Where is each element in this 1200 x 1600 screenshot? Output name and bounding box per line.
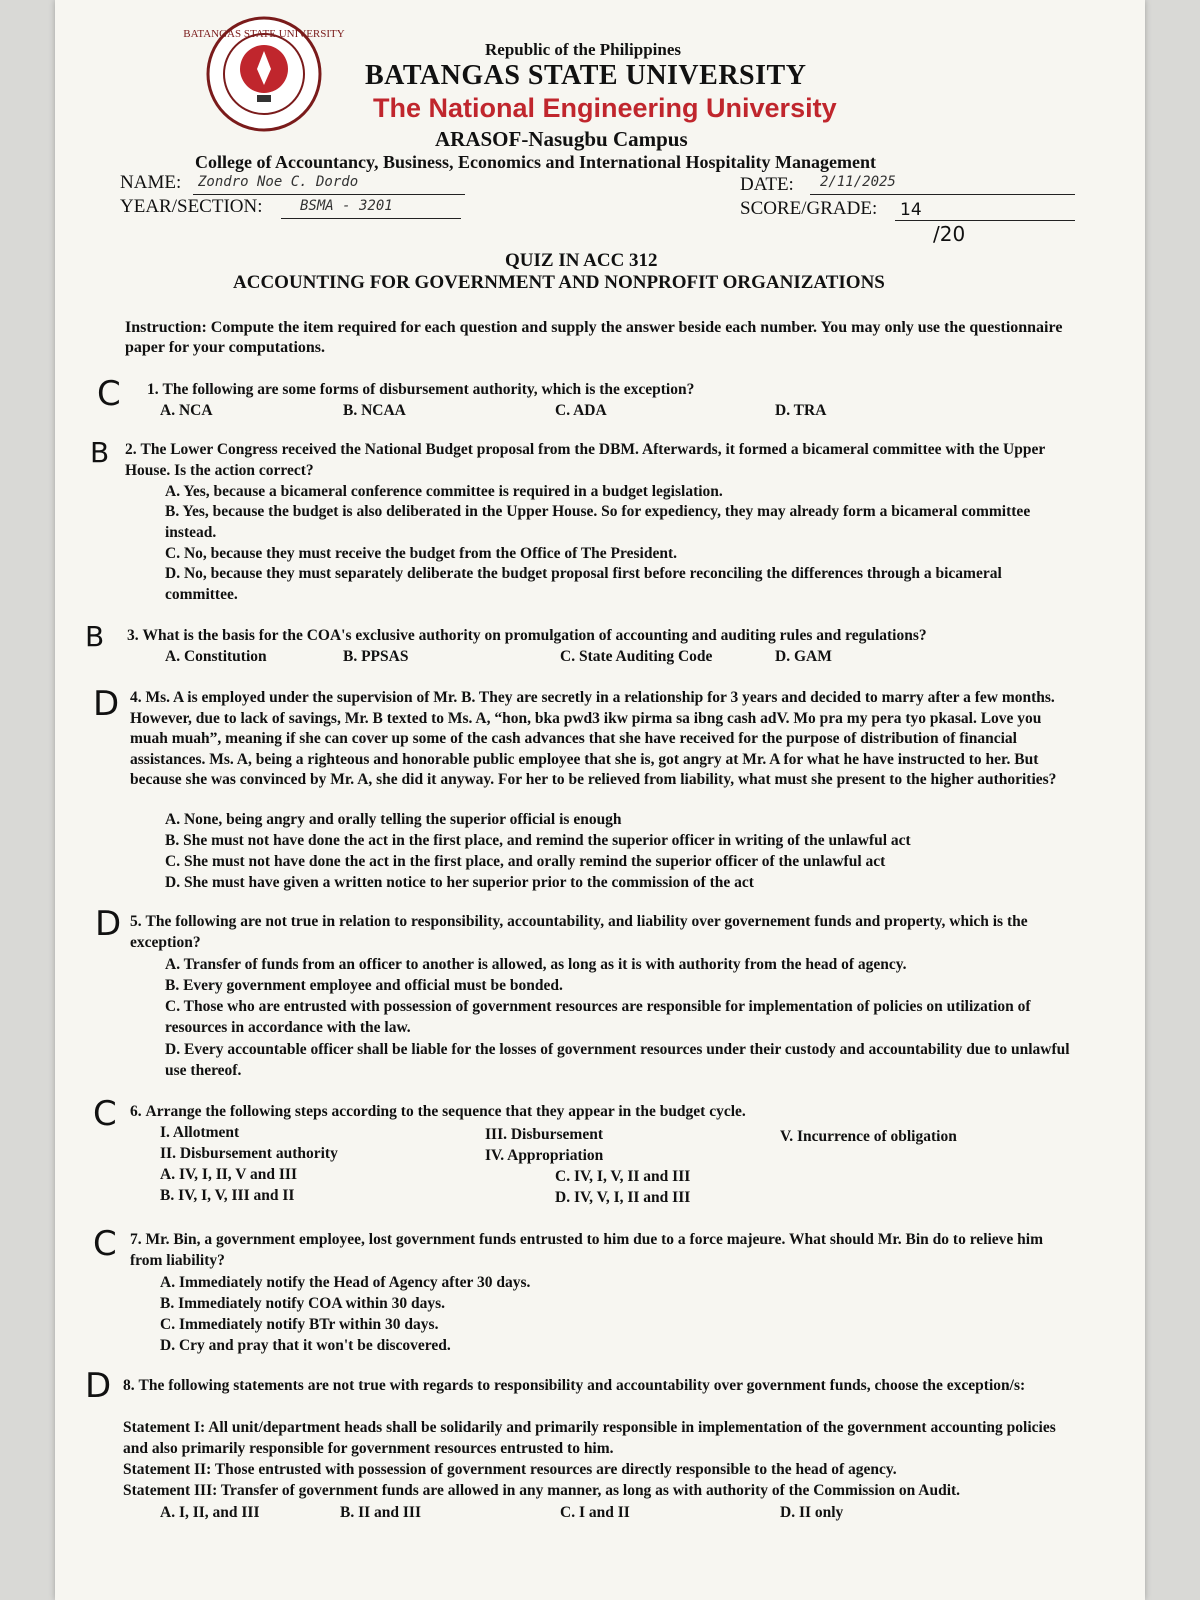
question-number: 7. <box>130 1231 142 1248</box>
question-7 <box>130 1230 1075 1271</box>
section-label: YEAR/SECTION: <box>120 196 263 217</box>
q4-option-a: A. None, being angry and orally telling the superior official is enough <box>165 811 622 828</box>
q8-statement-1: Statement I: All unit/department heads shall be solidarily and primarily responsible in implementation of the government accounting policies and also primarily responsible for government resources entrusted to him. <box>123 1419 1056 1457</box>
college-name: College of Accountancy, Business, Economics and International Hospitality Management <box>195 152 877 172</box>
campus-name: ARASOF-Nasugbu Campus <box>435 127 688 151</box>
question-number: 2. <box>125 441 137 458</box>
q6-step-4: IV. Appropriation <box>485 1147 604 1164</box>
university-tagline: The National Engineering University <box>373 93 837 123</box>
university-name: BATANGAS STATE UNIVERSITY <box>365 60 807 91</box>
q8-option-d: D. II only <box>780 1504 844 1521</box>
q8-statement-2: Statement II: Those entrusted with possession of government resources are directly responsible to the head of agency. <box>123 1461 897 1478</box>
answer-mark-1: C <box>97 374 121 414</box>
q2-option-d: D. No, because they must separately deliberate the budget proposal first before reconciling the differences through a bicameral committee. <box>165 565 1002 603</box>
q2-option-c: C. No, because they must receive the budget from the Office of The President. <box>165 545 677 562</box>
answer-mark-2: B <box>90 436 110 469</box>
question-number: 3. <box>127 627 139 644</box>
q2-option-b: B. Yes, because the budget is also deliberated in the Upper House. So for expediency, they may already form a bicameral committee instead. <box>165 503 1031 541</box>
question-1 <box>147 380 1067 401</box>
answer-mark-5: D <box>95 904 122 944</box>
question-number: 1. <box>147 381 159 398</box>
q1-option-d: D. TRA <box>775 402 827 419</box>
q3-option-d: D. GAM <box>775 648 832 665</box>
question-6 <box>130 1102 1075 1123</box>
quiz-title: QUIZ IN ACC 312 <box>505 250 658 271</box>
q1-option-a: A. NCA <box>160 402 213 419</box>
q6-option-c: C. IV, I, V, II and III <box>555 1168 691 1185</box>
svg-text:BATANGAS STATE UNIVERSITY: BATANGAS STATE UNIVERSITY <box>183 28 345 40</box>
q5-option-b: B. Every government employee and official must be bonded. <box>165 977 563 994</box>
q6-step-1: I. Allotment <box>160 1124 240 1141</box>
date-value: 2/11/2025 <box>820 174 896 190</box>
q8-option-a: A. I, II, and III <box>160 1504 260 1521</box>
q6-step-2: II. Disbursement authority <box>160 1145 338 1162</box>
name-value: Zondro Noe C. Dordo <box>198 174 359 190</box>
q1-option-b: B. NCAA <box>343 402 406 419</box>
answer-mark-7: C <box>93 1224 117 1264</box>
question-text: The following are some forms of disbursement authority, which is the exception? <box>162 381 695 398</box>
q7-option-a: A. Immediately notify the Head of Agency after 30 days. <box>160 1274 531 1291</box>
question-5 <box>130 912 1075 953</box>
q3-option-c: C. State Auditing Code <box>560 648 713 665</box>
q6-step-3: III. Disbursement <box>485 1126 603 1143</box>
question-text: Arrange the following steps according to the sequence that they appear in the budget cycle. <box>145 1103 746 1120</box>
question-4 <box>130 688 1075 791</box>
instruction-text: Instruction: Compute the item required for each question and supply the answer beside each number. You may only use the questionnaire paper for your computations. <box>125 319 1063 356</box>
university-seal-logo <box>183 15 345 133</box>
republic-heading: Republic of the Philippines <box>485 40 682 59</box>
question-2 <box>125 440 1075 481</box>
q8-option-b: B. II and III <box>340 1504 421 1521</box>
question-text: The Lower Congress received the National Budget proposal from the DBM. Afterwards, it formed a bicameral committee with the Upper House. Is the action correct? <box>125 441 1045 479</box>
q8-option-c: C. I and II <box>560 1504 630 1521</box>
q6-option-b: B. IV, I, V, III and II <box>160 1187 295 1204</box>
question-text: The following are not true in relation to responsibility, accountability, and liability over governement funds and property, which is the exception? <box>130 913 1028 951</box>
section-underline <box>281 218 461 219</box>
question-number: 4. <box>130 689 142 706</box>
date-underline <box>810 194 1075 195</box>
date-label: DATE: <box>740 174 794 195</box>
score-total: /20 <box>933 222 966 246</box>
quiz-paper <box>55 0 1145 1600</box>
q4-option-c: C. She must not have done the act in the first place, and orally remind the superior officer of the unlawful act <box>165 853 886 870</box>
q4-option-b: B. She must not have done the act in the first place, and remind the superior officer in writing of the unlawful act <box>165 832 911 849</box>
question-number: 5. <box>130 913 142 930</box>
q5-option-c: C. Those who are entrusted with possession of government resources are responsible for implementation of policies on utilization of resources in accordance with the law. <box>165 998 1031 1036</box>
q7-option-b: B. Immediately notify COA within 30 days. <box>160 1295 446 1312</box>
q3-option-b: B. PPSAS <box>343 648 409 665</box>
question-text: What is the basis for the COA's exclusive authority on promulgation of accounting and auditing rules and regulations? <box>142 627 927 644</box>
question-number: 8. <box>123 1377 135 1394</box>
q4-option-d: D. She must have given a written notice to her superior prior to the commission of the act <box>165 874 754 891</box>
q5-option-d: D. Every accountable officer shall be liable for the losses of government resources under their custody and accountability due to unlawful use thereof. <box>165 1041 1070 1079</box>
answer-mark-6: C <box>93 1094 117 1134</box>
q8-statement-3: Statement III: Transfer of government funds are allowed in any manner, as long as with authority of the Commission on Audit. <box>123 1482 961 1499</box>
question-text: Ms. A is employed under the supervision of Mr. B. They are secretly in a relationship for 3 years and decided to marry after a few months. However, due to lack of savings, Mr. B texted to Ms. A, “hon, bka pwd3 ikw pirma sa ibng cash adV. Mo pra my pera tyo pkasal. Love you muah muah”, meaning if she can cover up some of the cash advances that she have received for the purpose of distribution of financial assistances. Ms. A, being a righteous and honorable public employee that she is, got angry at Mr. A for what he have instructed to her. But because she was convinced by Mr. A, she did it anyway. For her to be relieved from liability, what must she present to the higher authorities? <box>130 689 1057 788</box>
q6-step-5: V. Incurrence of obligation <box>780 1128 957 1145</box>
answer-mark-3: B <box>85 620 105 653</box>
q7-option-d: D. Cry and pray that it won't be discovered. <box>160 1337 451 1354</box>
score-label: SCORE/GRADE: <box>740 198 878 219</box>
section-value: BSMA - 3201 <box>300 198 393 214</box>
score-value: 14 <box>900 200 922 220</box>
name-underline <box>193 194 465 195</box>
name-label: NAME: <box>120 172 182 193</box>
course-title: ACCOUNTING FOR GOVERNMENT AND NONPROFIT ORGANIZATIONS <box>233 272 885 293</box>
q2-option-a: A. Yes, because a bicameral conference committee is required in a budget legislation. <box>165 483 723 500</box>
q6-option-a: A. IV, I, II, V and III <box>160 1166 297 1183</box>
question-3 <box>127 626 1077 647</box>
score-underline <box>895 220 1075 221</box>
question-text: Mr. Bin, a government employee, lost government funds entrusted to him due to a force majeure. What should Mr. Bin do to relieve him from liability? <box>130 1231 1044 1269</box>
question-number: 6. <box>130 1103 142 1120</box>
q5-option-a: A. Transfer of funds from an officer to another is allowed, as long as it is with authority from the head of agency. <box>165 956 907 973</box>
answer-mark-4: D <box>93 684 120 724</box>
question-8 <box>123 1376 1075 1397</box>
q3-option-a: A. Constitution <box>165 648 267 665</box>
answer-mark-8: D <box>85 1366 112 1406</box>
q7-option-c: C. Immediately notify BTr within 30 days. <box>160 1316 439 1333</box>
q1-option-c: C. ADA <box>555 402 607 419</box>
q6-option-d: D. IV, V, I, II and III <box>555 1189 691 1206</box>
question-text: The following statements are not true with regards to responsibility and accountability over government funds, choose the exception/s: <box>138 1377 1026 1394</box>
